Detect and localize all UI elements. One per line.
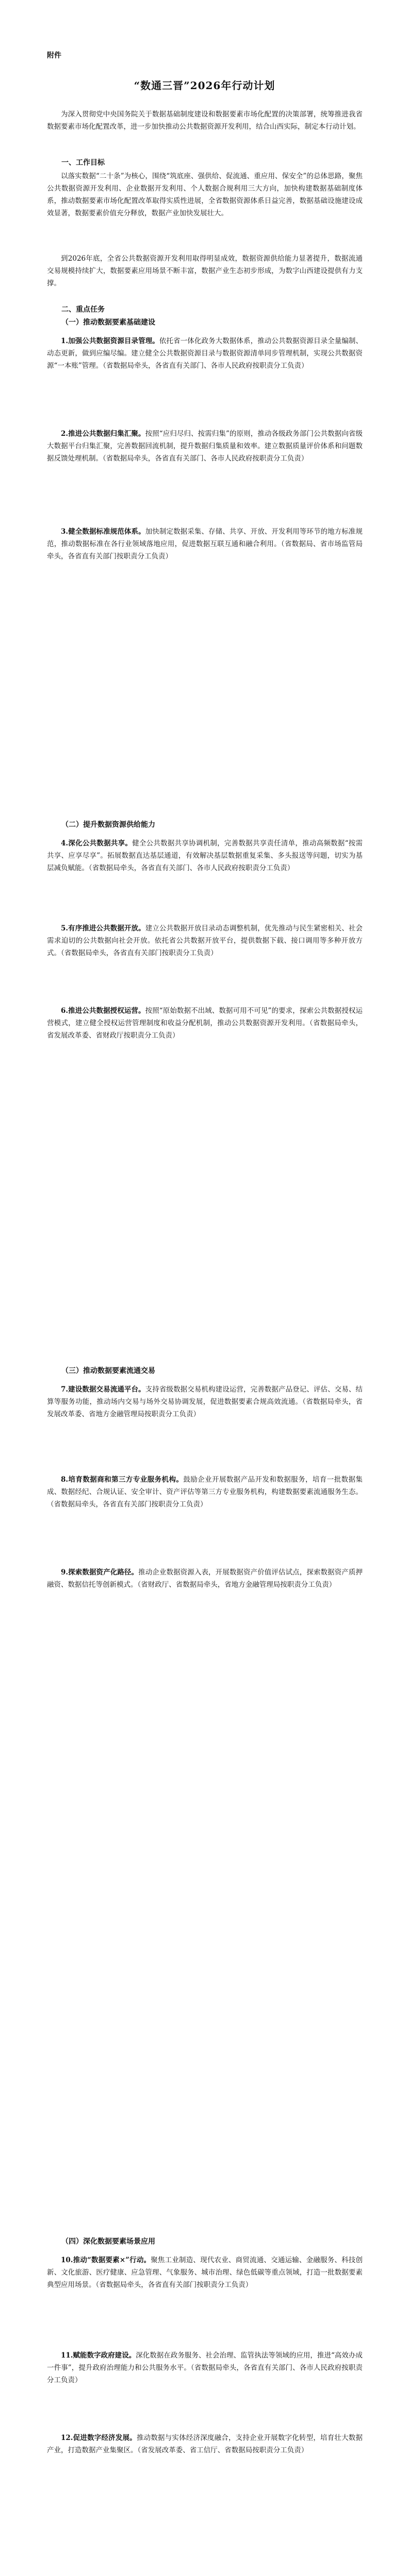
section-heading: 一、工作目标: [61, 159, 105, 167]
document-title: “数通三晋”2026年行动计划: [134, 79, 275, 92]
task-paragraph: [47, 1473, 363, 1511]
task-lead: 4.深化公共数据共享。: [61, 839, 133, 848]
subsection-heading: （四）深化数据要素场景应用: [61, 2238, 155, 2246]
task-text: 加快制定数据采集、存储、共享、开放、开发利用等环节的地方标准规范，推动数据标准在各行业领域落地应用，促进数据互联互通和融合利用。（省数据局、省市场监管局牵头，各省直有关部门按职责分工负责）: [47, 528, 363, 561]
task-text: 健全公共数据共享协调机制，完善数据共享责任清单，推动高频数据“按需共享、应享尽享”。拓展数据直达基层通道，有效解决基层数据重复采集、多头报送等问题，切实为基层减负赋能。（省数据局牵头，各省直有关部门、各市人民政府按职责分工负责）: [47, 839, 363, 872]
task-paragraph: [47, 2432, 363, 2456]
task-text: 按照“原始数据不出域、数据可用不可见”的要求，探索公共数据授权运营模式，建立健全授权运营管理制度和收益分配机制，推动公共数据资源开发利用。（省数据局牵头，省发展改革委、省财政厅按职责分工负责）: [47, 1007, 363, 1040]
task-lead: 10.推动“数据要素×”行动。: [61, 2256, 151, 2264]
attachment-label: 附件: [47, 52, 61, 60]
section-heading: 二、重点任务: [61, 306, 105, 314]
task-lead: 2.推进公共数据归集汇聚。: [61, 430, 145, 438]
task-text: 推动企业数据资源入表，开展数据资产价值评估试点，探索数据资产质押融资、数据信托等创新模式。（省财政厅、省数据局牵头，省地方金融管理局按职责分工负责）: [47, 1568, 363, 1589]
task-text: 支持省级数据交易机构建设运营，完善数据产品登记、评估、交易、结算等服务功能，推动场内交易与场外交易协调发展，促进数据要素合规高效流通。（省数据局牵头，省发展改革委、省地方金融管理局按职责分工负责）: [47, 1385, 363, 1418]
subsection-heading: （三）推动数据要素流通交易: [61, 1367, 155, 1375]
task-paragraph: [47, 428, 363, 465]
task-paragraph: [47, 2254, 363, 2291]
task-lead: 7.建设数据交易流通平台。: [61, 1385, 145, 1394]
task-paragraph: [47, 2349, 363, 2386]
task-lead: 6.推进公共数据授权运营。: [61, 1007, 145, 1015]
body-paragraph: 以落实数据“二十条”为核心，围绕“筑底座、强供给、促流通、重应用、保安全”的总体思路，聚焦公共数据资源开发利用、企业数据开发利用、个人数据合规利用三大方向，加快构建数据基础制度体系，推动数据要素市场化配置改革取得实质性进展，全省数据资源体系日益完善，数据基础设施建设成效显著，数据要素价值充分释放，数据产业加快发展壮大。: [47, 172, 363, 217]
task-lead: 9.探索数据资产化路径。: [61, 1568, 139, 1577]
task-lead: 5.有序推进公共数据开放。: [61, 924, 145, 933]
task-lead: 11.赋能数字政府建设。: [61, 2351, 136, 2360]
task-text: 按照“应归尽归、按需归集”的原则，推动各级政务部门公共数据向省级大数据平台归集汇聚，完善数据回流机制，提升数据归集质量和效率。建立数据质量评价体系和问题数据反馈处理机制。（省数据局牵头，各省直有关部门、各市人民政府按职责分工负责）: [47, 430, 363, 463]
task-paragraph: [47, 1566, 363, 1591]
body-paragraph: 到2026年底，全省公共数据资源开发利用取得明显成效，数据资源供给能力显著提升，数据流通交易规模持续扩大，数据要素应用场景不断丰富，数据产业生态初步形成，为数字山西建设提供有力支撑。: [47, 255, 363, 287]
task-paragraph: [47, 1005, 363, 1042]
task-lead: 1.加强公共数据资源目录管理。: [61, 337, 159, 345]
task-lead: 8.培育数据商和第三方专业服务机构。: [61, 1476, 184, 1484]
task-text: 鼓励企业开展数据产品开发和数据服务，培育一批数据集成、数据经纪、合规认证、安全审计、资产评估等第三方专业服务机构，构建数据要素流通服务生态。（省数据局牵头，各省直有关部门按职责分工负责）: [47, 1476, 363, 1509]
task-paragraph: [47, 922, 363, 959]
task-lead: 3.健全数据标准规范体系。: [61, 528, 145, 536]
task-text: 建立公共数据开放目录动态调整机制，优先推动与民生紧密相关、社会需求迫切的公共数据向社会开放。依托省公共数据开放平台，提供数据下载、接口调用等多种开放方式。（省数据局牵头，各省直有关部门按职责分工负责）: [47, 924, 363, 957]
intro-paragraph: 为深入贯彻党中央国务院关于数据基础制度建设和数据要素市场化配置的决策部署，统筹推进我省数据要素市场化配置改革，进一步加快推动公共数据资源开发利用，结合山西实际，制定本行动计划。: [47, 110, 363, 131]
task-paragraph: [47, 335, 363, 372]
task-text: 聚焦工业制造、现代农业、商贸流通、交通运输、金融服务、科技创新、文化旅游、医疗健康、应急管理、气象服务、城市治理、绿色低碳等重点领域，打造一批数据要素典型应用场景。（省数据局牵头，各省直有关部门按职责分工负责）: [47, 2256, 363, 2289]
task-text: 推动数据与实体经济深度融合，支持企业开展数字化转型，培育壮大数据产业，打造数据产业集聚区。（省发展改革委、省工信厅、省数据局按职责分工负责）: [47, 2434, 363, 2454]
subsection-heading: （二）提升数据资源供给能力: [61, 821, 155, 829]
subsection-heading: （一）推动数据要素基础建设: [61, 318, 155, 327]
task-text: 深化数据在政务服务、社会治理、监管执法等领域的应用，推进“高效办成一件事”，提升政府治理能力和公共服务水平。（省数据局牵头，各省直有关部门、各市人民政府按职责分工负责）: [47, 2351, 363, 2384]
task-paragraph: [47, 1383, 363, 1420]
task-paragraph: [47, 526, 363, 563]
task-text: 依托省一体化政务大数据体系，推动公共数据资源目录全量编制、动态更新，做到应编尽编。建立健全公共数据资源目录与数据资源清单同步管理机制，实现公共数据资源“一本账”管理。（省数据局牵头，各省直有关部门、各市人民政府按职责分工负责）: [47, 337, 363, 370]
task-lead: 12.促进数字经济发展。: [61, 2434, 137, 2442]
task-paragraph: [47, 837, 363, 874]
